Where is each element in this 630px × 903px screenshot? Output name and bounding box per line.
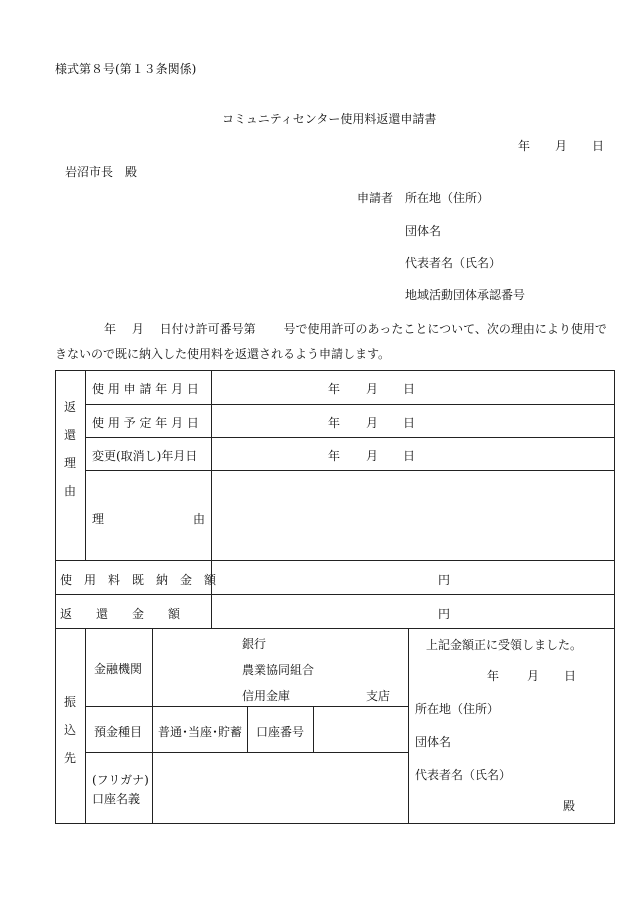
applicant-approval-number: 地域活動団体承認番号 <box>405 288 526 302</box>
reason-label-right: 由 <box>193 512 206 526</box>
account-number-field[interactable] <box>314 707 407 751</box>
row1-day: 日 <box>403 416 416 430</box>
receipt-month: 月 <box>527 669 540 683</box>
account-name-field[interactable] <box>153 753 407 822</box>
receipt-year: 年 <box>487 669 500 683</box>
reason-field[interactable] <box>212 471 613 559</box>
row2-year: 年 <box>328 449 341 463</box>
paid-fee-label: 使 用 料 既 納 金 額 <box>60 573 217 587</box>
row2-day: 日 <box>403 449 416 463</box>
usage-application-date-label: 使 用 申 請 年 月 日 <box>92 382 199 396</box>
deposit-type-options[interactable]: 普通･当座･貯蓄 <box>158 725 243 739</box>
account-name-label: 口座名義 <box>92 792 141 806</box>
branch-text: 支店 <box>366 689 391 703</box>
deposit-type-label: 預金種目 <box>94 725 143 739</box>
addressee: 岩沼市長 殿 <box>65 165 138 179</box>
row0-day: 日 <box>403 382 416 396</box>
financial-institution-label: 金融機関 <box>94 662 143 676</box>
receipt-day: 日 <box>564 669 577 683</box>
page-title: コミュニティセンター使用料返還申請書 <box>222 112 437 126</box>
date-year: 年 <box>518 139 531 153</box>
form-number: 様式第８号(第１３条関係) <box>55 62 197 76</box>
applicant-address: 所在地（住所） <box>405 191 490 205</box>
applicant-label: 申請者 <box>357 191 394 205</box>
receipt-address: 所在地（住所） <box>415 702 500 716</box>
refund-reason-vertical-label: 返還理由 <box>63 400 76 498</box>
planned-usage-date-label: 使 用 予 定 年 月 日 <box>92 416 199 430</box>
date-day: 日 <box>592 139 605 153</box>
account-number-label: 口座番号 <box>256 725 305 739</box>
body-text-line1: 年 月 日付け許可番号第 号で使用許可のあったことについて、次の理由により使用で <box>104 322 607 336</box>
body-text-line2: きないので既に納入した使用料を返還されるよう申請します。 <box>55 347 391 361</box>
receipt-honorific: 殿 <box>563 799 576 813</box>
bank-text: 銀行 <box>242 637 267 651</box>
row1-year: 年 <box>328 416 341 430</box>
row1-month: 月 <box>366 416 379 430</box>
receipt-statement: 上記金額正に受領しました。 <box>426 638 583 652</box>
credit-union-text: 信用金庫 <box>242 689 291 703</box>
row0-month: 月 <box>366 382 379 396</box>
receipt-group-name: 団体名 <box>415 735 452 749</box>
applicant-group-name: 団体名 <box>405 224 442 238</box>
transfer-vertical-label: 振込先 <box>63 695 76 765</box>
paid-fee-unit: 円 <box>438 573 451 587</box>
refund-amount-unit: 円 <box>438 607 451 621</box>
row0-year: 年 <box>328 382 341 396</box>
receipt-representative: 代表者名（氏名） <box>415 768 512 782</box>
change-cancel-date-label: 変更(取消し)年月日 <box>92 449 198 463</box>
row2-month: 月 <box>366 449 379 463</box>
reason-label-left: 理 <box>92 512 105 526</box>
refund-amount-label: 返 還 金 額 <box>60 607 181 621</box>
furigana-label: (フリガナ) <box>92 773 149 787</box>
agri-coop-text: 農業協同組合 <box>242 663 315 677</box>
date-month: 月 <box>555 139 568 153</box>
applicant-representative: 代表者名（氏名） <box>405 256 502 270</box>
